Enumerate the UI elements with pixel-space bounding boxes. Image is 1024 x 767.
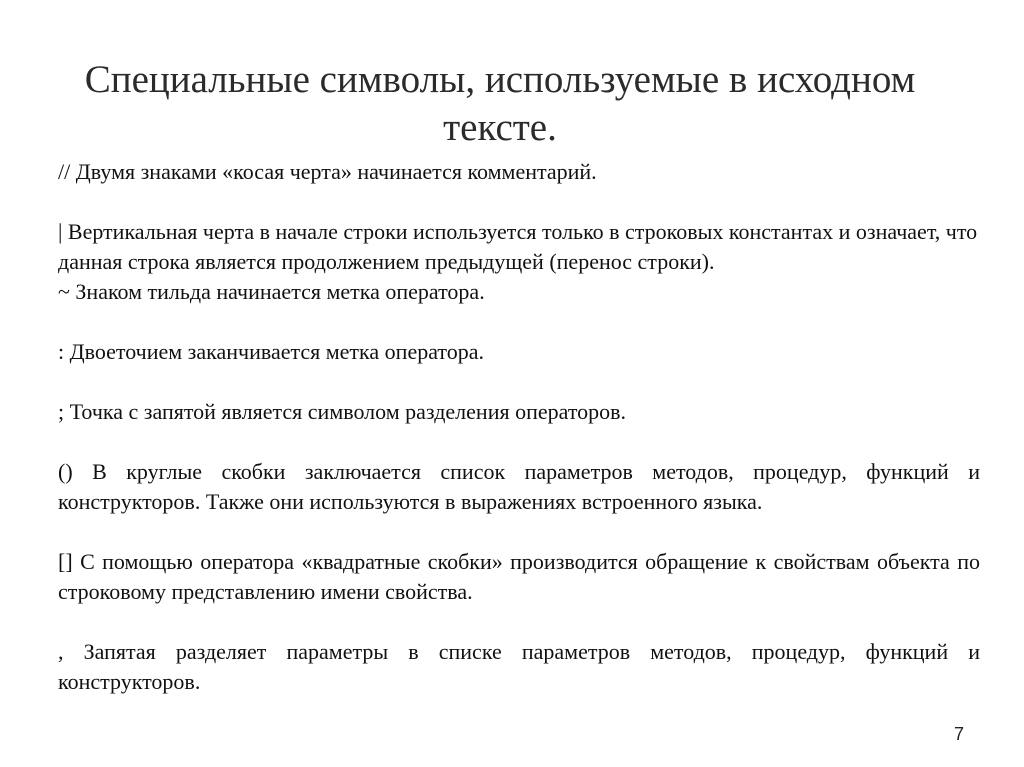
paragraph-square-brackets: [] С помощью оператора «квадратные скобки» производится обращение к свойствам объекта по строковому представлению имени свойства. [58, 549, 980, 604]
slide-number: 7 [953, 724, 964, 744]
paragraph-round-brackets: () В круглые скобки заключается список параметров методов, процедур, функций и конструкторов. Также они используются в выражениях встроенного языка. [58, 459, 980, 514]
paragraph-comment: // Двумя знаками «косая черта» начинается комментарий. [58, 159, 597, 184]
paragraph-semicolon: ; Точка с запятой является символом разделения операторов. [58, 399, 627, 424]
paragraph-colon: : Двоеточием заканчивается метка оператора. [58, 339, 484, 364]
paragraph-tilde: ~ Знаком тильда начинается метка оператора. [58, 279, 485, 304]
paragraph-vertical-bar: | Вертикальная черта в начале строки используется только в строковых константах и означает, что данная строка является продолжением предыдущей (перенос строки). [58, 219, 978, 274]
paragraph-comma: , Запятая разделяет параметры в списке параметров методов, процедур, функций и конструкторов. [58, 639, 980, 694]
slide-content [58, 157, 980, 697]
slide-title: Специальные символы, используемые в исходном тексте. [84, 58, 916, 149]
